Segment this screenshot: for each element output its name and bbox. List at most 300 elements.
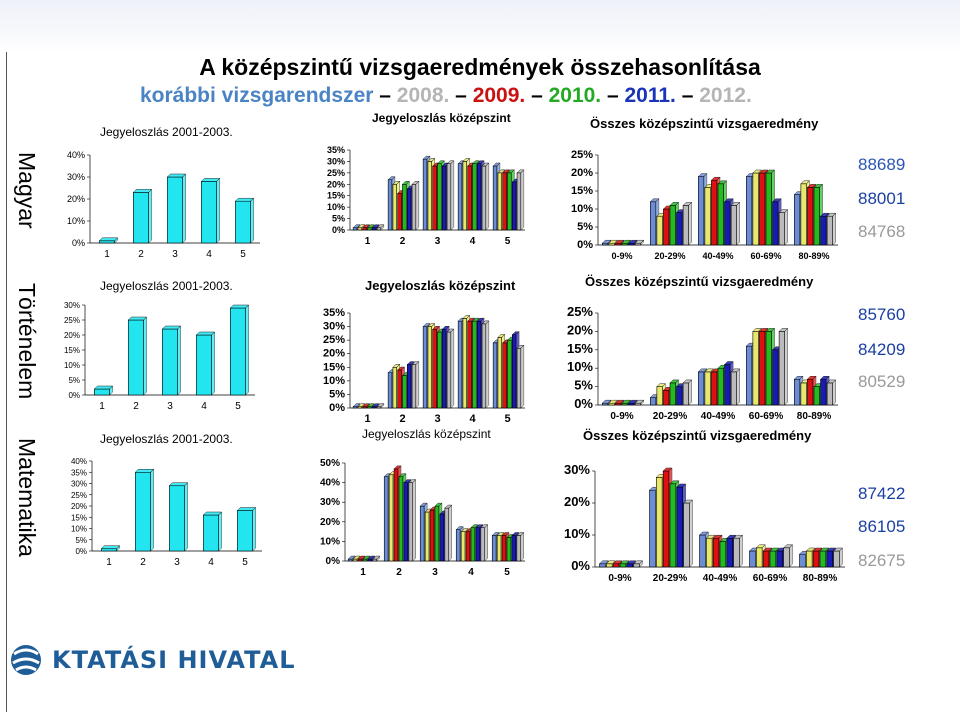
bar-4 bbox=[201, 181, 216, 243]
chart-r2-c1 bbox=[64, 279, 255, 412]
bar-s3-1 bbox=[615, 243, 621, 245]
xtick-label-1: 1 bbox=[99, 401, 105, 412]
subject-label-matematika: Matematika bbox=[14, 438, 40, 557]
ytick-label-3: 30% bbox=[319, 497, 340, 509]
xtick-label-2: 20-29% bbox=[654, 251, 686, 261]
bar-s5-4 bbox=[476, 528, 480, 561]
xtick-label-5: 5 bbox=[504, 413, 511, 425]
bar-s3-3 bbox=[711, 180, 717, 245]
ytick-label-2: 10% bbox=[63, 361, 80, 370]
chart-title-r3-c3: Összes középszintű vizsgaeredmény bbox=[583, 428, 812, 443]
bar-s6-3-side bbox=[451, 329, 454, 408]
ytick-label-0: 0% bbox=[71, 238, 85, 248]
bar-s6-5 bbox=[517, 348, 521, 408]
subtitle-part-0: korábbi vizsgarendszer bbox=[140, 84, 380, 107]
chart-title-r3-c2: Jegyeloszlás középszint bbox=[362, 427, 491, 441]
ytick-label-2: 10% bbox=[566, 359, 593, 375]
bar-s3-2 bbox=[394, 469, 398, 561]
page-title: A középszintű vizsgaeredmények összehasonlítása bbox=[199, 54, 761, 80]
bar-s6-3 bbox=[445, 508, 449, 561]
bar-s2-1 bbox=[606, 564, 612, 567]
xtick-label-5: 5 bbox=[235, 401, 241, 412]
xtick-label-3: 40-49% bbox=[702, 251, 734, 261]
ytick-label-2: 20% bbox=[66, 194, 85, 204]
xtick-label-2: 20-29% bbox=[652, 573, 688, 584]
chart-title-r2-c3: Összes középszintű vizsgaeredmény bbox=[585, 274, 814, 289]
bar-3-side bbox=[185, 483, 188, 551]
bar-s3-3 bbox=[711, 372, 717, 405]
xtick-label-2: 2 bbox=[396, 567, 402, 578]
bar-s3-4 bbox=[759, 173, 765, 245]
ytick-label-6: 30% bbox=[63, 301, 80, 310]
ytick-label-1: 10% bbox=[66, 216, 85, 226]
bar-1 bbox=[99, 241, 114, 243]
ytick-label-0: 0% bbox=[574, 396, 593, 411]
ytick-label-0: 0% bbox=[571, 558, 590, 573]
bar-s2-4 bbox=[463, 318, 467, 408]
bar-s5-3 bbox=[725, 365, 731, 405]
bar-s3-4 bbox=[466, 532, 470, 561]
bar-s3-5 bbox=[813, 551, 819, 567]
subtitle-part-4: 2009. bbox=[472, 84, 532, 107]
count-row1-b: 88001 bbox=[858, 189, 906, 208]
bar-5 bbox=[230, 308, 245, 395]
bar-s6-4-side bbox=[485, 525, 488, 561]
bar-s3-2 bbox=[663, 471, 669, 567]
bar-s4-3 bbox=[438, 164, 442, 230]
count-row3-b: 86105 bbox=[858, 517, 906, 536]
xtick-label-5: 5 bbox=[504, 567, 510, 578]
xtick-label-2: 2 bbox=[138, 249, 144, 260]
xtick-label-3: 3 bbox=[174, 557, 180, 568]
bar-s2-4 bbox=[463, 161, 467, 230]
bar-s2-3 bbox=[706, 538, 712, 567]
bar-3-side bbox=[178, 326, 181, 395]
bar-s6-1 bbox=[373, 559, 377, 561]
bar-s4-5 bbox=[814, 387, 820, 405]
xtick-label-3: 40-49% bbox=[702, 573, 738, 584]
xtick-label-5: 80-89% bbox=[798, 251, 830, 261]
subtitle-part-9: – bbox=[681, 84, 700, 107]
ytick-label-4: 20% bbox=[63, 331, 80, 340]
bar-s4-1 bbox=[620, 564, 626, 567]
bar-4 bbox=[203, 515, 218, 551]
bar-s5-1 bbox=[368, 559, 372, 561]
bar-s4-4 bbox=[766, 331, 772, 405]
bar-s1-3 bbox=[698, 372, 704, 405]
bar-s1-4 bbox=[458, 321, 462, 408]
xtick-label-3: 3 bbox=[172, 249, 178, 260]
chart-r1-c2 bbox=[327, 111, 525, 247]
bar-s4-3 bbox=[720, 541, 726, 567]
ytick-label-5: 25% bbox=[70, 490, 87, 500]
bar-3 bbox=[162, 329, 177, 395]
bar-s6-5-side bbox=[521, 345, 524, 408]
bar-s4-5 bbox=[820, 551, 826, 567]
bar-s4-4 bbox=[471, 528, 475, 561]
bar-s2-4 bbox=[753, 331, 759, 405]
bar-s1-3 bbox=[423, 159, 427, 230]
bar-s1-2 bbox=[650, 490, 656, 567]
bar-s4-3 bbox=[718, 184, 724, 245]
bar-s2-3 bbox=[428, 327, 432, 408]
bar-s4-5 bbox=[814, 187, 820, 245]
bar-s3-2 bbox=[663, 209, 669, 245]
bar-s1-5 bbox=[493, 343, 497, 408]
bar-s6-2-side bbox=[689, 380, 692, 405]
ytick-label-5: 50% bbox=[319, 458, 340, 469]
bar-s1-5 bbox=[800, 554, 806, 567]
xtick-label-3: 3 bbox=[434, 236, 441, 247]
bar-s4-4 bbox=[770, 551, 776, 567]
chart-r2-c3 bbox=[567, 274, 838, 422]
xtick-label-4: 60-69% bbox=[752, 573, 788, 584]
ytick-label-0: 0% bbox=[75, 547, 87, 556]
bar-s6-3-side bbox=[451, 161, 454, 230]
bar-s5-2 bbox=[677, 213, 683, 245]
xtick-label-4: 60-69% bbox=[750, 251, 782, 261]
xtick-label-4: 4 bbox=[469, 413, 476, 425]
bar-s6-3 bbox=[731, 205, 737, 245]
bar-s5-5 bbox=[512, 536, 516, 561]
bar-s3-4 bbox=[468, 321, 472, 408]
bar-s1-2 bbox=[650, 398, 656, 405]
ytick-label-5: 25% bbox=[63, 316, 80, 325]
ytick-label-6: 30% bbox=[70, 479, 87, 489]
xtick-label-1: 1 bbox=[364, 236, 371, 247]
bar-s3-5 bbox=[503, 343, 507, 408]
bar-s1-2 bbox=[388, 180, 392, 230]
bar-s5-5 bbox=[827, 551, 833, 567]
bar-s2-3 bbox=[705, 187, 711, 245]
bar-s4-2 bbox=[403, 375, 407, 408]
bar-s2-2 bbox=[657, 387, 663, 405]
logo-text: KTATÁSI HIVATAL bbox=[52, 646, 296, 674]
ytick-label-1: 5% bbox=[331, 213, 345, 224]
bar-s6-5 bbox=[517, 173, 521, 230]
bar-s5-5 bbox=[821, 379, 827, 405]
subtitle-part-6: 2010. bbox=[548, 84, 607, 107]
bar-s2-3 bbox=[705, 372, 711, 405]
bar-4-side bbox=[219, 512, 222, 551]
ytick-label-4: 20% bbox=[566, 322, 593, 338]
ytick-label-5: 25% bbox=[322, 334, 345, 347]
count-row2-c: 80529 bbox=[858, 372, 906, 391]
bar-s6-2 bbox=[412, 184, 416, 230]
bar-s6-3-side bbox=[737, 369, 740, 405]
count-row3-c: 82675 bbox=[858, 551, 906, 570]
ytick-label-8: 40% bbox=[70, 457, 87, 466]
bar-s1-5 bbox=[493, 166, 497, 230]
bar-s6-3-side bbox=[740, 535, 743, 567]
bar-s1-2 bbox=[388, 373, 392, 408]
ytick-label-3: 15% bbox=[322, 361, 345, 374]
bar-s1-3 bbox=[423, 327, 427, 408]
bar-s2-3 bbox=[428, 161, 432, 230]
bar-s5-2 bbox=[407, 189, 411, 230]
ytick-label-7: 35% bbox=[70, 468, 87, 478]
bar-2-side bbox=[144, 317, 147, 395]
ytick-label-1: 5% bbox=[329, 388, 345, 401]
ytick-label-5: 25% bbox=[570, 149, 593, 161]
xtick-label-4: 4 bbox=[201, 401, 207, 412]
bar-s3-5 bbox=[807, 379, 813, 405]
bar-s6-5-side bbox=[840, 548, 843, 567]
bar-s1-2 bbox=[650, 202, 656, 245]
bar-s5-5 bbox=[512, 182, 516, 230]
bar-s5-4 bbox=[477, 164, 481, 230]
ytick-label-1: 5% bbox=[574, 377, 593, 393]
xtick-label-4: 4 bbox=[469, 236, 476, 247]
subtitle-part-2: 2008. bbox=[396, 84, 456, 107]
bar-s1-5 bbox=[794, 379, 800, 405]
bar-s4-5 bbox=[507, 537, 511, 561]
bar-s6-4 bbox=[482, 324, 486, 408]
bar-s5-1 bbox=[627, 564, 633, 567]
bar-s1-1 bbox=[348, 559, 352, 561]
ytick-label-3: 30% bbox=[563, 462, 590, 477]
bar-s3-3 bbox=[433, 329, 437, 408]
bar-2 bbox=[135, 472, 150, 551]
bar-5-side bbox=[251, 198, 254, 243]
bar-s4-5 bbox=[508, 173, 512, 230]
bar-s5-2 bbox=[677, 387, 683, 405]
chart-title-r2-c1: Jegyeloszlás 2001-2003. bbox=[100, 279, 233, 293]
xtick-label-5: 80-89% bbox=[802, 573, 838, 584]
bar-2 bbox=[128, 320, 143, 395]
chart-title-r3-c1: Jegyeloszlás 2001-2003. bbox=[100, 432, 233, 446]
bar-s1-3 bbox=[700, 535, 706, 567]
bar-s2-5 bbox=[806, 551, 812, 567]
bar-s3-3 bbox=[433, 166, 437, 230]
bar-s4-2 bbox=[399, 477, 403, 561]
chart-title-r2-c2: Jegyeloszlás középszint bbox=[365, 278, 516, 293]
ytick-label-2: 10% bbox=[570, 203, 593, 215]
bar-s3-5 bbox=[807, 187, 813, 245]
bar-s2-5 bbox=[497, 536, 501, 561]
bar-s3-2 bbox=[398, 370, 402, 408]
bar-s5-2 bbox=[404, 483, 408, 561]
xtick-label-4: 60-69% bbox=[748, 411, 784, 422]
bar-s3-2 bbox=[398, 193, 402, 230]
xtick-label-2: 2 bbox=[133, 401, 139, 412]
xtick-label-3: 3 bbox=[434, 413, 441, 425]
bar-s6-2 bbox=[684, 503, 690, 567]
ytick-label-0: 0% bbox=[68, 391, 80, 400]
count-row3-a: 87422 bbox=[858, 484, 906, 503]
subtitle-part-3: – bbox=[455, 84, 473, 107]
xtick-label-4: 4 bbox=[468, 567, 474, 578]
xtick-label-5: 5 bbox=[242, 557, 248, 568]
bar-4-side bbox=[217, 178, 220, 243]
bar-4 bbox=[196, 335, 211, 395]
bar-s1-5 bbox=[492, 536, 496, 561]
chart-r3-c2 bbox=[320, 427, 525, 578]
bar-s4-1 bbox=[622, 243, 628, 245]
bar-s4-2 bbox=[670, 205, 676, 245]
chart-title-r1-c1: Jegyeloszlás 2001-2003. bbox=[100, 125, 233, 139]
bar-s3-1 bbox=[615, 403, 621, 405]
bar-s2-5 bbox=[498, 173, 502, 230]
xtick-label-2: 2 bbox=[399, 413, 406, 425]
xtick-label-2: 20-29% bbox=[652, 411, 688, 422]
subtitle-part-10: 2012. bbox=[699, 84, 752, 107]
bar-s1-4 bbox=[746, 346, 752, 405]
ytick-label-4: 40% bbox=[66, 150, 85, 160]
bar-s6-2-side bbox=[690, 500, 693, 567]
xtick-label-1: 1 bbox=[360, 567, 366, 578]
ytick-label-0: 0% bbox=[329, 402, 345, 414]
xtick-label-1: 1 bbox=[106, 557, 112, 568]
bar-s5-4 bbox=[477, 321, 481, 408]
ytick-label-0: 0% bbox=[331, 225, 345, 235]
count-row2-b: 84209 bbox=[858, 340, 906, 359]
bar-s2-3 bbox=[425, 512, 429, 561]
ytick-label-6: 30% bbox=[326, 156, 345, 167]
xtick-label-4: 4 bbox=[208, 557, 214, 568]
bar-s6-3 bbox=[447, 164, 451, 230]
bar-s6-1 bbox=[377, 228, 381, 230]
ytick-label-0: 0% bbox=[577, 239, 593, 251]
chart-r1-c3 bbox=[571, 116, 838, 261]
bar-s4-2 bbox=[670, 484, 676, 567]
xtick-label-5: 5 bbox=[240, 249, 246, 260]
bar-s1-1 bbox=[602, 403, 608, 405]
bar-s6-4 bbox=[482, 166, 486, 230]
ytick-label-2: 10% bbox=[322, 374, 345, 387]
bar-s5-3 bbox=[442, 329, 446, 408]
bar-s2-4 bbox=[753, 173, 759, 245]
ytick-label-6: 30% bbox=[322, 320, 345, 333]
count-row2-a: 85760 bbox=[858, 305, 906, 324]
ytick-label-2: 20% bbox=[563, 494, 590, 509]
bar-s6-4 bbox=[779, 331, 785, 405]
bar-s5-3 bbox=[725, 202, 731, 245]
bar-s3-4 bbox=[763, 551, 769, 567]
xtick-label-5: 80-89% bbox=[796, 411, 832, 422]
bar-s3-1 bbox=[358, 559, 362, 561]
ytick-label-2: 20% bbox=[319, 516, 340, 528]
bar-s5-5 bbox=[821, 216, 827, 245]
bar-s6-3-side bbox=[737, 202, 740, 245]
ytick-label-2: 10% bbox=[326, 202, 345, 213]
chart-r1-c1 bbox=[67, 125, 260, 260]
bar-s6-3-side bbox=[449, 505, 452, 561]
bar-s5-2 bbox=[407, 365, 411, 408]
xtick-label-1: 1 bbox=[364, 413, 371, 425]
bar-s4-4 bbox=[473, 321, 477, 408]
bar-s3-5 bbox=[502, 536, 506, 561]
bar-s2-5 bbox=[801, 383, 807, 405]
bar-s4-4 bbox=[766, 173, 772, 245]
ytick-label-3: 15% bbox=[570, 185, 593, 197]
bar-s5-1 bbox=[372, 228, 376, 230]
bar-s3-2 bbox=[663, 390, 669, 405]
bar-s4-5 bbox=[508, 340, 512, 408]
bar-s1-1 bbox=[600, 564, 606, 567]
bar-s6-2 bbox=[409, 483, 413, 561]
subject-label-tortenelem: Történelem bbox=[14, 283, 40, 400]
bar-s6-2 bbox=[412, 365, 416, 408]
ytick-label-4: 20% bbox=[570, 167, 593, 179]
bar-1 bbox=[94, 389, 109, 395]
bar-s6-1 bbox=[635, 243, 641, 245]
bar-s5-5 bbox=[512, 335, 516, 408]
ytick-label-1: 5% bbox=[75, 535, 87, 545]
bar-s6-4 bbox=[481, 528, 485, 561]
xtick-label-1: 1 bbox=[104, 249, 110, 260]
bar-s1-4 bbox=[458, 164, 462, 230]
subtitle-part-8: 2011. bbox=[624, 84, 682, 107]
ytick-label-3: 15% bbox=[326, 190, 345, 201]
bar-s5-3 bbox=[442, 166, 446, 230]
xtick-label-3: 40-49% bbox=[700, 411, 736, 422]
bar-s2-2 bbox=[657, 216, 663, 245]
bar-s6-2 bbox=[683, 383, 689, 405]
count-row1-a: 88689 bbox=[858, 155, 906, 174]
bar-s6-5-side bbox=[521, 170, 524, 230]
bar-s6-5 bbox=[834, 551, 840, 567]
subtitle-part-7: – bbox=[606, 84, 625, 107]
bar-s6-5-side bbox=[833, 213, 836, 245]
bar-s5-3 bbox=[440, 514, 444, 561]
bar-s6-3 bbox=[734, 538, 740, 567]
bar-s1-1 bbox=[353, 228, 357, 230]
bar-2 bbox=[133, 192, 148, 243]
bar-s2-1 bbox=[353, 559, 357, 561]
logo-globe-icon bbox=[8, 642, 48, 682]
bar-s4-3 bbox=[718, 368, 724, 405]
bar-s6-4 bbox=[784, 548, 790, 567]
ytick-label-3: 15% bbox=[70, 513, 87, 523]
count-row1-c: 84768 bbox=[858, 222, 906, 241]
bar-s6-3 bbox=[731, 372, 737, 405]
ytick-label-5: 25% bbox=[326, 167, 345, 178]
ytick-label-7: 35% bbox=[322, 307, 345, 319]
bar-s6-5-side bbox=[521, 533, 524, 561]
bar-s4-3 bbox=[435, 506, 439, 561]
bar-s6-2-side bbox=[413, 480, 416, 561]
subtitle-part-1: – bbox=[379, 84, 397, 107]
xtick-label-5: 5 bbox=[504, 236, 511, 247]
bar-s5-4 bbox=[777, 551, 783, 567]
bar-s6-4-side bbox=[486, 163, 489, 230]
bar-s1-1 bbox=[602, 243, 608, 245]
xtick-label-2: 2 bbox=[140, 557, 146, 568]
bar-s2-4 bbox=[756, 548, 762, 567]
xtick-label-1: 0-9% bbox=[608, 573, 632, 584]
bar-1 bbox=[101, 549, 116, 551]
xtick-label-1: 0-9% bbox=[610, 411, 634, 422]
bar-s3-5 bbox=[503, 173, 507, 230]
bar-s1-3 bbox=[698, 177, 704, 245]
bar-s6-2-side bbox=[416, 181, 419, 230]
bar-s2-1 bbox=[358, 228, 362, 230]
bar-s6-4 bbox=[779, 213, 785, 245]
bar-s4-4 bbox=[473, 164, 477, 230]
bar-s5-3 bbox=[727, 538, 733, 567]
bar-s3-3 bbox=[430, 510, 434, 561]
bar-s2-1 bbox=[609, 403, 615, 405]
ytick-label-5: 25% bbox=[566, 304, 593, 319]
bar-s5-2 bbox=[677, 487, 683, 567]
bar-4-side bbox=[212, 332, 215, 395]
xtick-label-1: 0-9% bbox=[611, 251, 633, 261]
bar-s6-2-side bbox=[689, 202, 692, 245]
xtick-label-3: 3 bbox=[167, 401, 173, 412]
bar-s6-5-side bbox=[833, 380, 836, 405]
bar-s5-1 bbox=[629, 243, 635, 245]
